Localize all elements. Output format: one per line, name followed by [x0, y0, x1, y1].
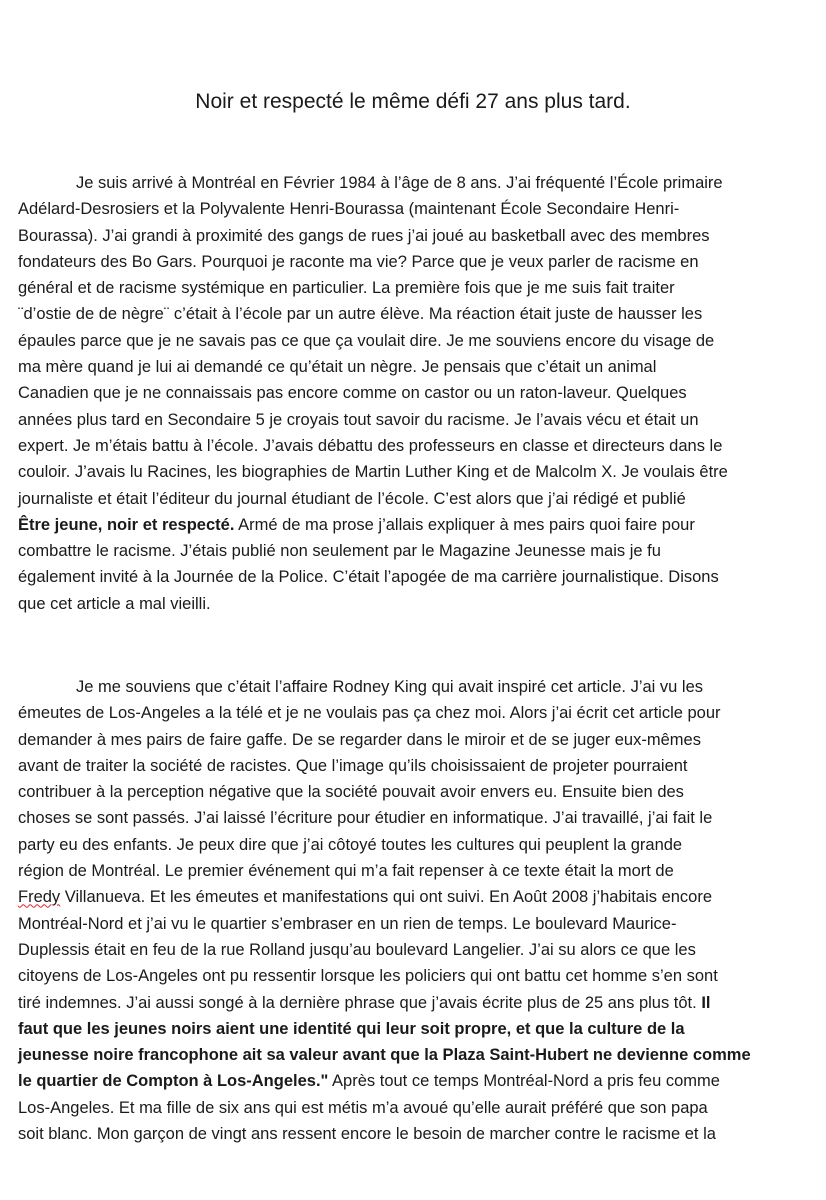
- text-line: également invité à la Journée de la Police. C’était l’apogée de ma carrière journalistique. Disons: [18, 568, 719, 587]
- text-line: journaliste et était l’éditeur du journal étudiant de l’école. C’est alors que j’ai rédigé et publié: [18, 489, 686, 508]
- text-line: général et de racisme systémique en particulier. La première fois que je me suis fait traiter: [18, 279, 675, 298]
- text-line: soit blanc. Mon garçon de vingt ans ressent encore le besoin de marcher contre le racisme et la: [18, 1125, 716, 1144]
- text-line: ¨d’ostie de de nègre¨ c’était à l’école par un autre élève. Ma réaction était juste de hausser les: [18, 305, 703, 324]
- text-line: [18, 1068, 808, 1094]
- text-line: que cet article a mal vieilli.: [18, 594, 211, 613]
- article-title-bold: Être jeune, noir et respecté.: [18, 515, 235, 534]
- text-line: région de Montréal. Le premier événement qui m’a fait repenser à ce texte était la mort de: [18, 862, 674, 881]
- text-line: party eu des enfants. Je peux dire que j’ai côtoyé toutes les cultures qui peuplent la grande: [18, 835, 683, 854]
- text-segment: Villanueva. Et les émeutes et manifestations qui ont suivi. En Août 2008 j’habitais encore: [60, 888, 713, 907]
- spellcheck-flagged-word[interactable]: Fredy: [18, 888, 61, 907]
- text-line: contribuer à la perception négative que la société pouvait avoir envers eu. Ensuite bien des: [18, 783, 684, 802]
- bold-quote-line: faut que les jeunes noirs aient une identité qui leur soit propre, et que la culture de la: [18, 1019, 685, 1038]
- text-line: expert. Je m’étais battu à l’école. J’avais débattu des professeurs en classe et directeurs dans le: [18, 436, 723, 455]
- text-line: [18, 884, 808, 910]
- text-line: Duplessis était en feu de la rue Rolland jusqu’au boulevard Langelier. J’ai su alors ce que les: [18, 940, 696, 959]
- text-segment: Armé de ma prose j’allais expliquer à mes pairs quoi faire pour: [234, 515, 695, 534]
- text-line: couloir. J’avais lu Racines, les biographies de Martin Luther King et de Malcolm X. Je voulais être: [18, 463, 728, 482]
- text-line: épaules parce que je ne savais pas ce que ça voulait dire. Je me souviens encore du visage de: [18, 331, 715, 350]
- text-segment: tiré indemnes. J’ai aussi songé à la dernière phrase que j’avais écrite plus de 25 ans plus tôt.: [18, 993, 697, 1012]
- bold-quote: le quartier de Compton à Los-Angeles.": [18, 1072, 329, 1091]
- text-segment: Après tout ce temps Montréal-Nord a pris feu comme: [328, 1072, 720, 1091]
- text-line: [18, 512, 808, 538]
- text-line: citoyens de Los-Angeles ont pu ressentir lorsque les policiers qui ont battu cet homme s’en sont: [18, 967, 718, 986]
- text-line: années plus tard en Secondaire 5 je croyais tout savoir du racisme. Je l’avais vécu et était un: [18, 410, 699, 429]
- text-line: Je suis arrivé à Montréal en Février 1984 à l’âge de 8 ans. J’ai fréquenté l’École primaire: [76, 174, 723, 192]
- paragraph-2: [18, 674, 808, 1147]
- text-line: Los-Angeles. Et ma fille de six ans qui est métis m’a avoué qu’elle aurait préféré que son papa: [18, 1098, 708, 1117]
- bold-quote: Il: [696, 993, 711, 1012]
- document-title: Noir et respecté le même défi 27 ans plus tard.: [195, 90, 631, 113]
- text-line: [18, 990, 808, 1016]
- text-line: Bourassa). J’ai grandi à proximité des gangs de rues j’ai joué au basketball avec des membres: [18, 226, 710, 245]
- paragraph-1: [18, 170, 808, 617]
- text-line: avant de traiter la société de racistes. Que l’image qu’ils choisissaient de projeter pourraient: [18, 756, 688, 775]
- text-line: Canadien que je ne connaissais pas encore comme on castor ou un raton-laveur. Quelques: [18, 384, 687, 403]
- text-line: demander à mes pairs de faire gaffe. De se regarder dans le miroir et de se juger eux-mêmes: [18, 730, 701, 749]
- text-line: Adélard-Desrosiers et la Polyvalente Henri-Bourassa (maintenant École Secondaire Henri-: [18, 200, 680, 219]
- text-line: fondateurs des Bo Gars. Pourquoi je raconte ma vie? Parce que je veux parler de racisme en: [18, 252, 699, 271]
- text-line: émeutes de Los-Angeles a la télé et je ne voulais pas ça chez moi. Alors j’ai écrit cet article pour: [18, 704, 721, 723]
- bold-quote-line: jeunesse noire francophone ait sa valeur avant que la Plaza Saint-Hubert ne devienne comme: [18, 1046, 751, 1065]
- text-line: Montréal-Nord et j’ai vu le quartier s’embraser en un rien de temps. Le boulevard Maurice-: [18, 914, 677, 933]
- text-line: combattre le racisme. J’étais publié non seulement par le Magazine Jeunesse mais je fu: [18, 542, 661, 561]
- text-line: choses se sont passés. J’ai laissé l’écriture pour étudier en informatique. J’ai travaillé, j’ai fait le: [18, 809, 713, 828]
- text-line: ma mère quand je lui ai demandé ce qu’était un nègre. Je pensais que c’était un animal: [18, 358, 657, 377]
- text-line: Je me souviens que c’était l’affaire Rodney King qui avait inspiré cet article. J’ai vu les: [76, 678, 704, 696]
